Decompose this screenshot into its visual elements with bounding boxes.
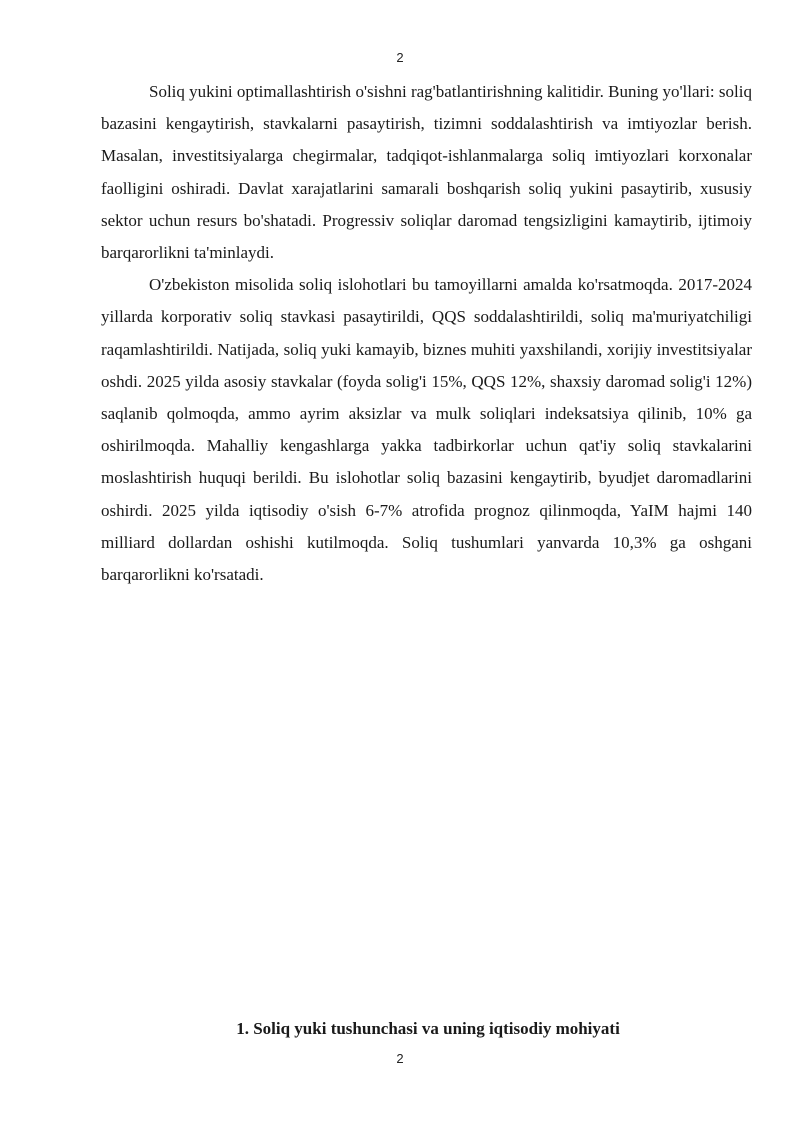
page-number-footer: 2 [396,1051,404,1066]
section-heading: 1. Soliq yuki tushunchasi va uning iqtisodiy mohiyati [236,1019,620,1038]
page-number-header: 2 [396,50,404,65]
paragraph-uzbekistan-reforms: O'zbekiston misolida soliq islohotlari bu tamoyillarni amalda ko'rsatmoqda. 2017-2024 yillarda korporativ soliq stavkasi pasaytirildi, QQS soddalashtirildi, soliq ma'muriyatchiligi raqamlashtirildi. Natijada, soliq yuki kamayib, biznes muhiti yaxshilandi, xorijiy investitsiyalar oshdi. 2025 yilda asosiy stavkalar (foyda solig'i 15%, QQS 12%, shaxsiy daromad solig'i 12%) saqlanib qolmoqda, ammo ayrim aksizlar va mulk soliqlari indeksatsiya qilinib, 10% ga oshirilmoqda. Mahalliy kengashlarga yakka tadbirkorlar uchun qat'iy soliq stavkalarini moslashtirish huquqi berildi. Bu islohotlar soliq bazasini kengaytirib, byudjet daromadlarini oshirdi. 2025 yilda iqtisodiy o'sish 6-7% atrofida prognoz qilinmoqda, YaIM hajmi 140 milliard dollardan oshishi kutilmoqda. Soliq tushumlari yanvarda 10,3% ga oshgani barqarorlikni ko'rsatadi. [101,275,752,585]
paragraph-tax-optimization: Soliq yukini optimallashtirish o'sishni rag'batlantirishning kalitidir. Buning yo'llari: soliq bazasini kengaytirish, stavkalarni pasaytirish, tizimni soddalashtirish va imtiyozlar berish. Masalan, investitsiyalarga chegirmalar, tadqiqot-ishlanmalarga soliq imtiyozlari korxonalar faolligini oshiradi. Davlat xarajatlarini samarali boshqarish soliq yukini pasaytirib, xususiy sektor uchun resurs bo'shatadi. Progressiv soliqlar daromad tengsizligini kamaytirib, ijtimoiy barqarorlikni ta'minlaydi. [101,82,752,263]
body-text [101,76,752,591]
